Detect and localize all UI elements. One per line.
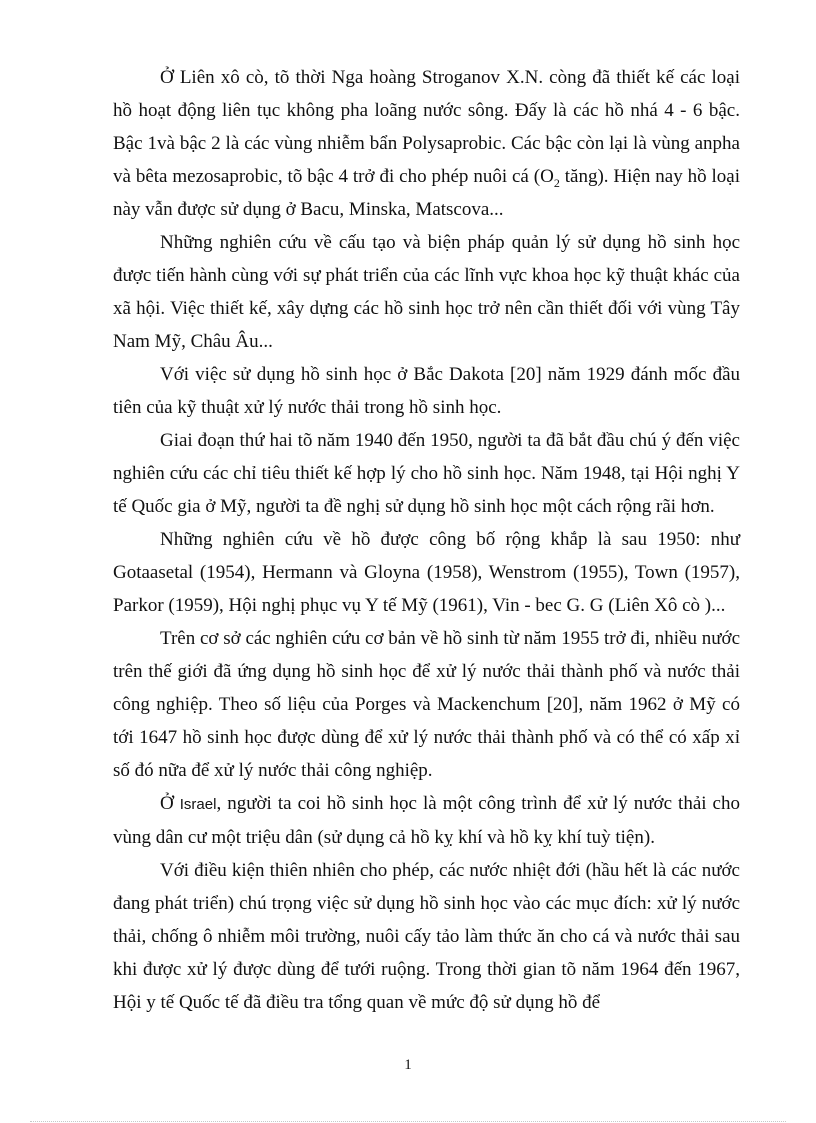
paragraph-3: Với việc sử dụng hồ sinh học ở Bắc Dakota [20] năm 1929 đánh mốc đầu tiên của kỹ thuật xử lý nước thải trong hồ sinh học. <box>113 364 740 418</box>
paragraph-2: Những nghiên cứu về cấu tạo và biện pháp quản lý sử dụng hồ sinh học được tiến hành cùng với sự phát triển của các lĩnh vực khoa học kỹ thuật khác của xã hội. Việc thiết kế, xây dựng các hồ sinh học trở nên cần thiết đối với vùng Tây Nam Mỹ, Châu Âu... <box>113 232 740 352</box>
page-number: 1 <box>404 1057 412 1073</box>
israel-word: Israel <box>179 796 217 813</box>
paragraph-7-text-end: , người ta coi hồ sinh học là một công trình để xử lý nước thải cho vùng dân cư một triệu dân (sử dụng cả hồ kỵ khí và hồ kỵ khí tuỳ tiện). <box>113 793 740 848</box>
document-body <box>113 61 740 1019</box>
paragraph-4: Giai đoạn thứ hai tõ năm 1940 đến 1950, người ta đã bắt đầu chú ý đến việc nghiên cứu các chỉ tiêu thiết kế hợp lý cho hồ sinh học. Năm 1948, tại Hội nghị Y tế Quốc gia ở Mỹ, người ta đề nghị sử dụng hồ sinh học một cách rộng rãi hơn. <box>113 430 740 517</box>
paragraph-6: Trên cơ sở các nghiên cứu cơ bản về hồ sinh từ năm 1955 trở đi, nhiều nước trên thế giới đã ứng dụng hồ sinh học để xử lý nước thải thành phố và nước thải công nghiệp. Theo số liệu của Porges và Mackenchum [20], năm 1962 ở Mỹ có tới 1647 hồ sinh học được dùng để xử lý nước thải thành phố và có thể có xấp xỉ số đó nữa để xử lý nước thải công nghiệp. <box>113 628 740 781</box>
paragraph-1 <box>113 61 740 226</box>
paragraph-1-text-end: tăng). Hiện nay hồ loại này vẫn được sử dụng ở Bacu, Minska, Matscova... <box>113 166 740 220</box>
paragraph-7 <box>113 787 740 854</box>
paragraph-8: Với điều kiện thiên nhiên cho phép, các nước nhiệt đới (hầu hết là các nước đang phát triển) chú trọng việc sử dụng hồ sinh học vào các mục đích: xử lý nước thải, chống ô nhiễm môi trường, nuôi cấy tảo làm thức ăn cho cá và nước thải sau khi được xử lý được dùng để tưới ruộng. Trong thời gian tõ năm 1964 đến 1967, Hội y tế Quốc tế đã điều tra tổng quan về mức độ sử dụng hồ để <box>113 860 740 1013</box>
paragraph-7-text: Ở <box>160 793 180 814</box>
paragraph-5: Những nghiên cứu về hồ được công bố rộng khắp là sau 1950: như Gotaasetal (1954), Hermann và Gloyna (1958), Wenstrom (1955), Town (1957), Parkor (1959), Hội nghị phục vụ Y tế Mỹ (1961), Vin - bec G. G (Liên Xô cò )... <box>113 529 740 616</box>
page-bottom-divider <box>30 1121 786 1122</box>
subscript-2: 2 <box>553 175 560 190</box>
paragraph-1-text: Ở Liên xô cò, tõ thời Nga hoàng Stroganov X.N. còng đã thiết kế các loại hồ hoạt động liên tục không pha loãng nước sông. Đấy là các hồ nhá 4 - 6 bậc. Bậc 1và bậc 2 là các vùng nhiễm bẩn Polysaprobic. Các bậc còn lại là vùng anpha và bêta mezosaprobic, tõ bậc 4 trở đi cho phép nuôi cá (O <box>113 67 740 187</box>
